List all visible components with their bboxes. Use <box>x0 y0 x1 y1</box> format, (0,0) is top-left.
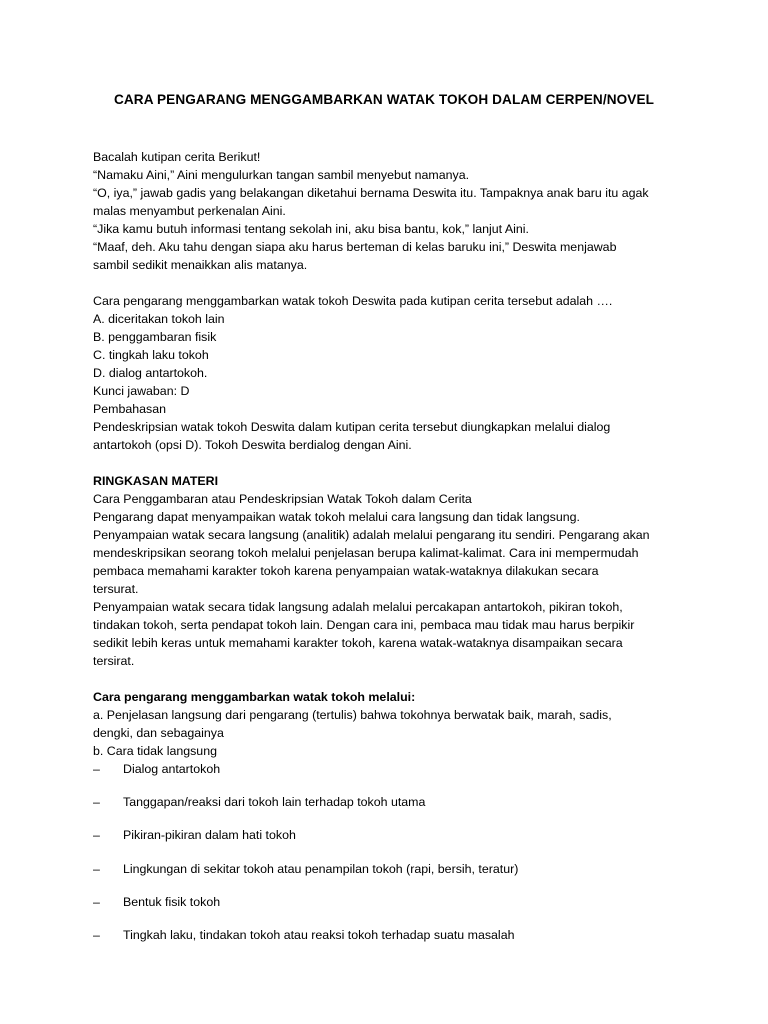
story-line: “O, iya,” jawab gadis yang belakangan diketahui bernama Deswita itu. Tampaknya anak baru itu agak <box>93 186 649 200</box>
question-prompt: Cara pengarang menggambarkan watak tokoh Deswita pada kutipan cerita tersebut adalah …. <box>93 294 613 308</box>
summary-line: Cara Penggambaran atau Pendeskripsian Watak Tokoh dalam Cerita <box>93 492 472 506</box>
answer-option: A. diceritakan tokoh lain <box>93 312 225 326</box>
answer-key: Kunci jawaban: D <box>93 384 190 398</box>
list-item <box>93 793 683 811</box>
discussion-line: Pendeskripsian watak tokoh Deswita dalam kutipan cerita tersebut diungkapkan melalui dialog <box>93 420 611 434</box>
summary-line: tindakan tokoh, serta pendapat tokoh lain. Dengan cara ini, pembaca mau tidak mau harus berpikir <box>93 618 635 632</box>
summary-line: Pengarang dapat menyampaikan watak tokoh melalui cara langsung dan tidak langsung. <box>93 510 580 524</box>
summary-line: tersirat. <box>93 654 135 668</box>
story-line: “Jika kamu butuh informasi tentang sekolah ini, aku bisa bantu, kok,” lanjut Aini. <box>93 222 529 236</box>
list-item-text: Dialog antartokoh <box>123 762 221 776</box>
list-item-text: Pikiran-pikiran dalam hati tokoh <box>123 828 296 843</box>
list-item-text: Tingkah laku, tindakan tokoh atau reaksi tokoh terhadap suatu masalah <box>123 927 515 942</box>
dash-bullet: – <box>93 894 100 909</box>
summary-line: tersurat. <box>93 582 139 596</box>
list-item <box>93 926 683 944</box>
summary-line: pembaca memahami karakter tokoh karena penyampaian watak-wataknya dilakukan secara <box>93 564 599 578</box>
story-line: “Maaf, deh. Aku tahu dengan siapa aku harus berteman di kelas baruku ini,” Deswita menjawab <box>93 240 617 254</box>
dash-bullet: – <box>93 828 100 843</box>
story-line: sambil sedikit menaikkan alis matanya. <box>93 258 308 272</box>
document-body <box>93 148 683 959</box>
summary-heading: RINGKASAN MATERI <box>93 474 219 488</box>
spacer <box>93 274 683 292</box>
dash-bullet: – <box>93 927 100 942</box>
answer-option: B. penggambaran fisik <box>93 330 217 344</box>
dash-bullet: – <box>93 762 100 776</box>
list-item <box>93 760 683 778</box>
methods-list <box>93 760 683 944</box>
discussion-heading: Pembahasan <box>93 402 167 416</box>
methods-block <box>93 688 683 944</box>
methods-heading: Cara pengarang menggambarkan watak tokoh melalui: <box>93 690 416 704</box>
methods-line: dengki, dan sebagainya <box>93 726 224 740</box>
summary-block <box>93 472 683 670</box>
summary-line: Penyampaian watak secara tidak langsung adalah melalui percakapan antartokoh, pikiran tokoh, <box>93 600 623 614</box>
question-block <box>93 292 683 454</box>
spacer <box>93 670 683 688</box>
list-item <box>93 893 683 911</box>
story-line: Bacalah kutipan cerita Berikut! <box>93 150 261 164</box>
story-excerpt <box>93 148 683 274</box>
story-line: “Namaku Aini,” Aini mengulurkan tangan sambil menyebut namanya. <box>93 168 470 182</box>
story-line: malas menyambut perkenalan Aini. <box>93 204 286 218</box>
answer-option: C. tingkah laku tokoh <box>93 348 209 362</box>
methods-line: b. Cara tidak langsung <box>93 744 217 758</box>
list-item <box>93 860 683 878</box>
list-item <box>93 826 683 844</box>
dash-bullet: – <box>93 861 100 876</box>
answer-option: D. dialog antartokoh. <box>93 366 208 380</box>
dash-bullet: – <box>93 795 100 810</box>
list-item-text: Lingkungan di sekitar tokoh atau penampilan tokoh (rapi, bersih, teratur) <box>123 861 519 876</box>
summary-line: Penyampaian watak secara langsung (analitik) adalah melalui pengarang itu sendiri. Pengarang akan <box>93 528 650 542</box>
list-item-text: Tanggapan/reaksi dari tokoh lain terhadap tokoh utama <box>123 795 426 810</box>
summary-line: sedikit lebih keras untuk memahami karakter tokoh, karena watak-wataknya disampaikan secara <box>93 636 623 650</box>
list-item-text: Bentuk fisik tokoh <box>123 894 221 909</box>
summary-line: mendeskripsikan seorang tokoh melalui penjelasan berupa kalimat-kalimat. Cara ini mempermudah <box>93 546 639 560</box>
discussion-line: antartokoh (opsi D). Tokoh Deswita berdialog dengan Aini. <box>93 438 412 452</box>
methods-line: a. Penjelasan langsung dari pengarang (tertulis) bahwa tokohnya berwatak baik, marah, sadis, <box>93 708 612 722</box>
spacer <box>93 454 683 472</box>
page-title: CARA PENGARANG MENGGAMBARKAN WATAK TOKOH DALAM CERPEN/NOVEL <box>113 92 655 107</box>
